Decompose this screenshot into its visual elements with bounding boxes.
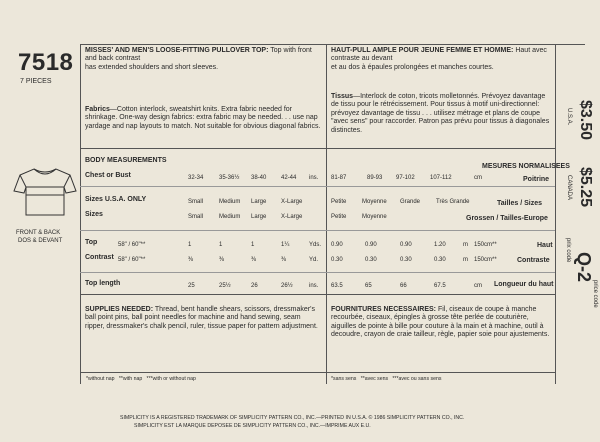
contrast-fr-4: 0.30 — [434, 257, 446, 263]
sizes-4: X-Large — [281, 214, 303, 220]
sizes-usa-2: Medium — [219, 199, 241, 205]
top-2: 1 — [219, 242, 223, 248]
sizes-usa-1: Small — [188, 199, 204, 205]
sizes-2: Medium — [219, 214, 241, 220]
row-rule-3 — [80, 272, 555, 273]
chest-label: Chest or Bust — [85, 172, 131, 179]
pieces-count: 7 PIECES — [20, 78, 52, 85]
top-width: 58" / 60"** — [118, 242, 146, 248]
fabrics-english — [85, 106, 321, 131]
contrast-width: 58" / 60"** — [118, 257, 146, 263]
chest-val-1: 32-34 — [188, 175, 204, 181]
top-unit-fr: m — [463, 242, 468, 248]
sizes-fr-2: Moyenne — [362, 214, 387, 220]
pattern-number: 7518 — [18, 49, 74, 76]
top-length-fr-1: 63.5 — [331, 283, 343, 289]
sizes-3: Large — [251, 214, 267, 220]
sizes-usa-fr-3: Grande — [400, 199, 421, 205]
body-measurements-heading: BODY MEASUREMENTS — [85, 157, 167, 164]
mesures-heading: MESURES NORMALISEES — [482, 163, 570, 170]
top-fr-4: 1.20 — [434, 242, 446, 248]
fournitures-label: FOURNITURES NECESSAIRES: — [331, 306, 437, 313]
price-code: Q-2 — [574, 252, 594, 283]
chest-fr-1: 81-87 — [331, 175, 347, 181]
top-4: 1¼ — [281, 242, 290, 248]
fabrics-text-english: —Cotton interlock, sweatshirt knits. Extra fabric needed for shrinkage. One-way design fabrics: extra fabric may be needed. . . use nap yardage and nap layouts to match. Not suitable for obvious diagonal fabrics. — [85, 106, 321, 130]
top-length-1: 25 — [188, 283, 195, 289]
right-frame — [555, 44, 556, 384]
fabrics-label-english: Fabrics — [85, 106, 110, 113]
title-english-rest: Top with front and back contrast — [85, 47, 312, 63]
supplies-text: Thread, bent handle shears, scissors, dressmaker's ball point pins, ball point needles for machine and hand sewing, seam ripper, dressmaker's chalk pencil, ruler, tissue paper for pattern adjustment. — [85, 306, 318, 330]
sizes-usa-4: X-Large — [281, 199, 303, 205]
top-length-unit-fr: cm — [474, 283, 482, 289]
top-length-fr-2: 65 — [365, 283, 372, 289]
top-label: Top — [85, 239, 98, 246]
contrast-fr-2: 0.30 — [365, 257, 377, 263]
price-cad-label: CANADA — [566, 175, 572, 201]
center-divider — [326, 44, 327, 384]
diagram-label-french: DOS & DEVANT — [18, 238, 63, 244]
title-english: MISSES' AND MEN'S LOOSE-FITTING PULLOVER TOP: — [85, 47, 269, 54]
description-french — [331, 47, 553, 72]
left-frame — [80, 44, 81, 384]
price-usd: $3.50 — [577, 100, 594, 141]
title-french: HAUT-PULL AMPLE POUR JEUNE FEMME ET HOMME: — [331, 47, 514, 54]
chest-val-2: 35-36½ — [219, 175, 240, 181]
sizes-usa-fr-2: Moyenne — [362, 199, 387, 205]
contrast-label: Contrast — [85, 254, 114, 261]
sizes-fr-1: Petite — [331, 214, 347, 220]
fabrics-label-french: Tissus — [331, 93, 354, 100]
sizes-usa-3: Large — [251, 199, 267, 205]
chest-unit-fr: cm — [474, 175, 482, 181]
table-bottom-rule — [80, 294, 555, 295]
sizes-1: Small — [188, 214, 204, 220]
title-french-line2: et au dos à épaules prolongées et manches courtes. — [331, 63, 494, 71]
top-fr-3: 0.90 — [400, 242, 412, 248]
garment-line-drawing — [12, 165, 78, 217]
chest-val-4: 42-44 — [281, 175, 297, 181]
price-code-french: prix code — [565, 238, 571, 263]
chest-label-fr: Poitrine — [523, 176, 550, 183]
row-rule-2 — [80, 230, 555, 231]
top-3: 1 — [251, 242, 255, 248]
price-cad: $5.25 — [577, 167, 594, 208]
top-length-4: 26½ — [281, 283, 293, 289]
top-length-unit: ins. — [309, 283, 319, 289]
row-rule-1 — [80, 186, 555, 187]
price-code-english: price code — [592, 280, 598, 308]
chest-val-3: 38-40 — [251, 175, 267, 181]
sizes-usa-label-fr: Tailles / Sizes — [497, 200, 543, 207]
contrast-label-fr: Contraste — [517, 257, 550, 264]
top-length-fr-4: 67.5 — [434, 283, 446, 289]
table-top-rule — [80, 148, 555, 149]
contrast-3: ⅜ — [251, 257, 257, 263]
top-length-fr-3: 66 — [400, 283, 407, 289]
trademark-line-english: SIMPLICITY IS A REGISTERED TRADEMARK OF SIMPLICITY PATTERN CO., INC.—PRINTED IN U.S.A. © 1986 SIMPLICITY PATTERN CO., INC. — [120, 415, 465, 421]
title-english-line2: has extended shoulders and short sleeves. — [85, 63, 219, 71]
contrast-unit: Yd. — [309, 257, 319, 263]
contrast-width-fr: 150cm** — [474, 257, 497, 263]
sizes-label-fr: Grossen / Tailles-Europe — [466, 215, 548, 222]
top-rule — [80, 44, 585, 45]
supplies-label: SUPPLIES NEEDED: — [85, 306, 154, 313]
price-usd-label: U.S.A. — [566, 108, 572, 126]
trademark-line-french: SIMPLICITY EST LA MARQUE DEPOSEE DE SIMPLICITY PATTERN CO., INC.—IMPRIME AUX E.U. — [134, 423, 371, 429]
chest-unit: ins. — [309, 175, 319, 181]
top-length-label: Top length — [85, 280, 121, 287]
top-length-label-fr: Longueur du haut — [494, 281, 554, 288]
title-french-rest: Haut avec contraste au devant — [331, 47, 547, 63]
sizes-usa-label: Sizes U.S.A. ONLY — [85, 196, 147, 203]
chest-fr-2: 89-93 — [367, 175, 383, 181]
fournitures-text: Fil, ciseaux de coupe à manche recourbée, ciseaux, épingles à grosse tête perlée de couturière, aiguilles de pointe à bille pour couture à la main et à machine, outil à decoudre, crayon de craie tailleur, règle, papier soie pour ajustements. — [331, 306, 550, 339]
supplies-english — [85, 306, 321, 331]
fabrics-french — [331, 93, 553, 135]
supplies-french — [331, 306, 553, 340]
sizes-usa-fr-4: Très Grande — [436, 199, 470, 205]
top-width-fr: 150cm** — [474, 242, 497, 248]
chest-fr-4: 107-112 — [430, 175, 452, 181]
top-unit: Yds. — [309, 242, 322, 248]
contrast-unit-fr: m — [463, 257, 468, 263]
contrast-fr-1: 0.30 — [331, 257, 343, 263]
contrast-fr-3: 0.30 — [400, 257, 412, 263]
top-label-fr: Haut — [537, 242, 553, 249]
contrast-1: ⅜ — [188, 257, 194, 263]
top-fr-2: 0.90 — [365, 242, 377, 248]
footnote-french: *sans sens **avec sens ***avec ou sans sens — [331, 376, 442, 382]
top-1: 1 — [188, 242, 192, 248]
footnote-english: *without nap **with nap ***with or without nap — [86, 376, 196, 382]
supplies-bottom-rule — [80, 372, 555, 373]
top-length-2: 25½ — [219, 283, 231, 289]
sizes-usa-fr-1: Petite — [331, 199, 347, 205]
sizes-label: Sizes — [85, 211, 103, 218]
fabrics-text-french: —Interlock de coton, tricots molletonnés. Prévoyez davantage de tissu pour le rétrécissement. Pour tissus à motif uni-directionnel: prévoyez davantage de tissu . . . utilisez métrage et plans de coupe "avec sens" pour raccorder. Patron pas prévu pour tissus à diagonales distinctes. — [331, 93, 550, 134]
description-english — [85, 47, 321, 72]
top-length-3: 26 — [251, 283, 258, 289]
chest-fr-3: 97-102 — [396, 175, 415, 181]
diagram-label-english: FRONT & BACK — [16, 230, 61, 236]
top-fr-1: 0.90 — [331, 242, 343, 248]
contrast-2: ⅜ — [219, 257, 225, 263]
contrast-4: ⅜ — [281, 257, 287, 263]
